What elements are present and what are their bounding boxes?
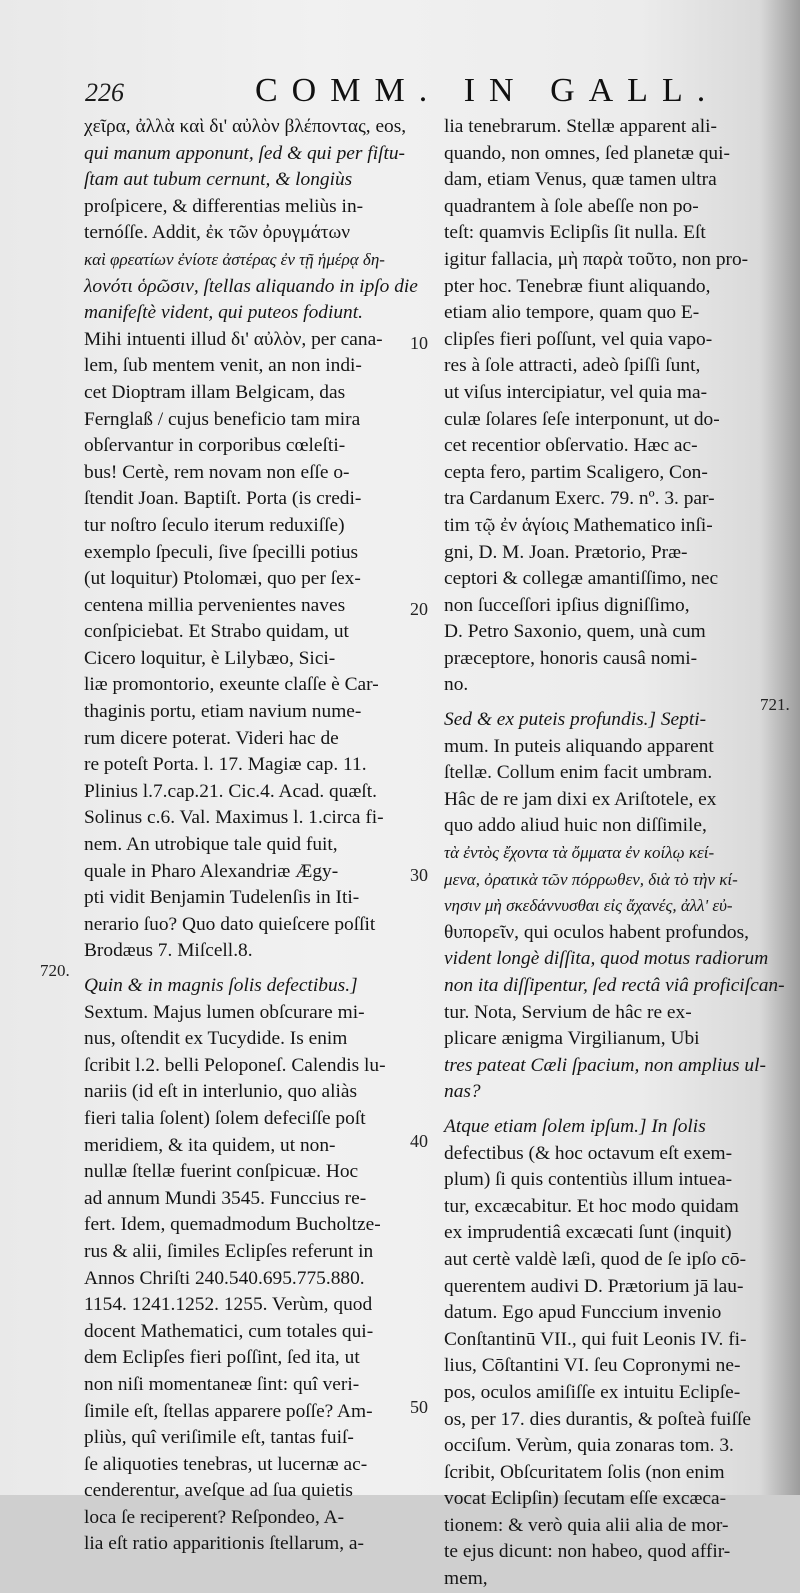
text-line: thaginis portu, etiam navium nume- (84, 701, 362, 723)
text-line: pter hoc. Tenebræ fiunt aliquando, (444, 275, 711, 297)
text-line: aut certè valdè læſi, quod de ſe ipſo cō- (444, 1248, 747, 1270)
text-line: χεῖρα, ἀλλὰ καὶ δι' αὐλὸν βλέποντας, eos, (84, 116, 407, 137)
left-column (84, 114, 418, 1558)
text-line: pos, oculos amiſiſſe ex intuitu Eclipſe- (444, 1381, 741, 1403)
text-line: 1154. 1241.1252. 1255. Verùm, quod (84, 1294, 373, 1316)
text-line: ut viſus intercipiatur, vel quia ma- (444, 381, 708, 403)
text-line: cet Dioptram illam Belgicam, das (84, 381, 346, 403)
text-line: quando, non omnes, ſed planetæ qui- (444, 142, 730, 164)
text-line: non niſi momentaneæ ſint: quî veri- (84, 1373, 360, 1395)
text-line: Solinus c.6. Val. Maximus l. 1.circa fi- (84, 807, 384, 829)
text-line: cepta fero, partim Scaligero, Con- (444, 461, 708, 483)
text-line: re poteſt Porta. l. 17. Magiæ cap. 11. (84, 754, 367, 776)
text-line: plicare ænigma Virgilianum, Ubi (444, 1028, 700, 1050)
text-line: fieri talia ſolent) ſolem defeciſſe poſt (84, 1107, 366, 1129)
text-line: ſtendit Joan. Baptiſt. Porta (is credi- (84, 488, 362, 510)
text-line: res à ſole attracti, adeò ſpiſſi ſunt, (444, 355, 701, 377)
text-line: bus! Certè, rem novam non eſſe o- (84, 461, 350, 483)
paragraph-gap (444, 1106, 766, 1114)
text-line: proſpicere, & differentias meliùs in- (84, 195, 364, 217)
text-line: τὰ ἐντὸς ἔχοντα τὰ ὄμματα ἐν κοίλῳ κεί- (444, 843, 715, 863)
text-line: os, per 17. dies durantis, & poſteà fuiſſe (444, 1408, 751, 1430)
text-line: ex imprudentiâ excæcati ſunt (inquit) (444, 1222, 732, 1244)
text-line: lia tenebrarum. Stellæ apparent ali- (444, 116, 717, 137)
text-line: querentem audivi D. Prætorium jā lau- (444, 1275, 744, 1297)
paragraph-gap (444, 699, 766, 707)
text-line: cenderentur, aveſque ad ſua quietis (84, 1480, 353, 1502)
text-line: nerario ſuo? Quo dato quieſcere poſſit (84, 913, 376, 935)
text-line: datum. Ego apud Funccium invenio (444, 1302, 722, 1324)
text-line: ſtellæ. Collum enim facit umbram. (444, 762, 713, 784)
text-line: quo addo aliud huic non diſſimile, (444, 815, 707, 837)
text-line: qui manum apponunt, ſed & qui per fiſtu- (84, 142, 406, 164)
text-line: (ut loquitur) Ptolomæi, quo per ſex- (84, 568, 361, 590)
text-line: cet recentior obſervatio. Hæc ac- (444, 435, 698, 457)
line-number-50: 50 (410, 1397, 428, 1417)
text-line: dem Eclipſes fieri poſſint, ſed ita, ut (84, 1347, 360, 1369)
running-head: COMM. IN GALL. (255, 72, 720, 109)
page-number: 226 (85, 78, 124, 107)
text-line: exemplo ſpeculi, ſive ſpecilli potius (84, 541, 359, 563)
text-line: meridiem, & ita quidem, ut non- (84, 1134, 336, 1156)
line-number-10: 10 (410, 333, 428, 353)
text-line: teſt: quamvis Eclipſis ſit nulla. Eſt (444, 222, 706, 244)
text-line: lia eſt ratio apparitionis ſtellarum, a- (84, 1533, 364, 1555)
line-number-30: 30 (410, 865, 428, 885)
text-line: vocat Eclipſin) ſecutam eſſe excæca- (444, 1488, 727, 1510)
text-line: nullæ ſtellæ fuerint conſpicuæ. Hoc (84, 1161, 359, 1183)
text-line: Hâc de re jam dixi ex Ariſtotele, ex (444, 788, 717, 810)
text-line: manifeſtè vident, qui puteos fodiunt. (84, 302, 363, 324)
text-line: ſtam aut tubum cernunt, & longiùs (84, 169, 353, 191)
text-line: Conſtantinū VII., qui fuit Leonis IV. fi- (444, 1328, 747, 1350)
text-line: obſervantur in corporibus cœleſti- (84, 435, 346, 457)
text-line: nas? (444, 1081, 481, 1103)
text-line: etiam alio tempore, quam quo E- (444, 302, 700, 324)
page-header (0, 70, 800, 120)
text-line: quale in Pharo Alexandriæ Ægy- (84, 860, 339, 882)
text-line: Annos Chriſti 240.540.695.775.880. (84, 1267, 365, 1289)
margin-note-left: 720. (40, 961, 70, 980)
text-line: docent Mathematici, cum totales qui- (84, 1320, 374, 1342)
text-line: no. (444, 674, 469, 696)
text-line: dam, etiam Venus, quæ tamen ultra (444, 169, 717, 191)
text-line: vident longè diſſita, quod motus radiorum (444, 948, 769, 970)
text-line: tur. Nota, Servium de hâc re ex- (444, 1001, 692, 1023)
text-line: tres pateat Cæli ſpacium, non amplius ul- (444, 1054, 766, 1076)
text-line: ſcribit, Obſcuritatem ſolis (non enim (444, 1461, 725, 1483)
text-line: pliùs, quî veriſimile eſt, tantas fuiſ- (84, 1427, 354, 1449)
text-line: plum) ſi quis contentiùs illum intuea- (444, 1169, 733, 1191)
text-line: Quin & in magnis ſolis defectibus.] (84, 975, 358, 996)
text-line: rus & alii, ſimiles Eclipſes referunt in (84, 1240, 374, 1262)
text-line: λονότι ὁρῶσιν, ſtellas aliquando in ipſo die (84, 275, 418, 297)
margin-note-right: 721. (760, 695, 790, 714)
line-number-40: 40 (410, 1131, 428, 1151)
text-line: non ſucceſſori ipſius digniſſimo, (444, 594, 690, 616)
text-line: tim τῷ ἐν ἁγίοις Mathematico inſi- (444, 514, 713, 536)
text-line: ternóſſe. Addit, ἐκ τῶν ὀρυγμάτων (84, 222, 351, 244)
text-line: pti vidit Benjamin Tudelenſis in Iti- (84, 887, 360, 909)
text-line: rum dicere poterat. Videri hac de (84, 727, 339, 749)
text-line: ceptori & collegæ amantiſſimo, nec (444, 568, 719, 590)
text-line: tionem: & verò quia alii alia de mor- (444, 1514, 729, 1536)
paragraph-gap (84, 965, 410, 973)
text-line: Atque etiam ſolem ipſum.] In ſolis (444, 1115, 706, 1137)
text-line: ſimile eſt, ſtellas apparere poſſe? Am- (84, 1400, 373, 1422)
text-line: quadrantem à ſole abeſſe non po- (444, 195, 699, 217)
text-line: culæ ſolares ſeſe interponunt, ut do- (444, 408, 720, 430)
text-line: D. Petro Saxonio, quem, unà cum (444, 621, 706, 643)
text-line: καὶ φρεατίων ἐνίοτε ἀστέρας ἐν τῇ ἡμέρᾳ δη- (84, 249, 385, 269)
text-line: nus, oſtendit ex Tucydide. Is enim (84, 1028, 348, 1050)
text-line: νησιν μὴ σκεδάννυσθαι εἰς ἄχανές, ἀλλ' εὐ- (444, 896, 733, 916)
text-line: Sextum. Majus lumen obſcurare mi- (84, 1001, 365, 1023)
text-line: ad annum Mundi 3545. Funccius re- (84, 1187, 367, 1209)
text-line: lem, ſub mentem venit, an non indi- (84, 355, 362, 377)
text-line: θυπορεῖν, qui oculos habent profundos, (444, 921, 749, 943)
text-line: mem, (444, 1568, 488, 1590)
text-line: lius, Cōſtantini VI. ſeu Copronymi ne- (444, 1355, 741, 1377)
text-line: ſe aliquoties tenebras, ut lucernæ ac- (84, 1453, 368, 1475)
line-number-20: 20 (410, 599, 428, 619)
text-line: gni, D. M. Joan. Prætorio, Præ- (444, 541, 688, 563)
text-line: occiſum. Verùm, quia zonaras tom. 3. (444, 1435, 734, 1457)
text-line: μενα, ὀρατικὰ τῶν πόρρωθεν, διὰ τὸ τὴν κί- (444, 869, 738, 889)
text-line: tur, excæcabitur. Et hoc modo quidam (444, 1195, 739, 1217)
text-line: centena millia pervenientes naves (84, 594, 346, 616)
text-line: Plinius l.7.cap.21. Cic.4. Acad. quæſt. (84, 780, 377, 802)
text-line: nem. An utrobique tale quid fuit, (84, 834, 338, 856)
text-line: tur noſtro ſeculo iterum reduxiſſe) (84, 514, 345, 536)
text-line: fert. Idem, quemadmodum Bucholtze- (84, 1214, 381, 1236)
text-line: Brodæus 7. Miſcell.8. (84, 940, 253, 962)
text-line: mum. In puteis aliquando apparent (444, 735, 714, 757)
text-line: Sed & ex puteis profundis.] Septi- (444, 709, 707, 731)
text-line: nariis (id eſt in interlunio, quo aliàs (84, 1081, 358, 1103)
text-line: liæ promontorio, exeunte claſſe è Car- (84, 674, 379, 696)
text-line: clipſes fieri poſſunt, vel quia vapo- (444, 328, 713, 350)
text-line: non ita diſſipentur, ſed rectâ viâ proficiſcan- (444, 975, 785, 996)
text-line: præceptore, honoris causâ nomi- (444, 647, 698, 669)
text-line: te ejus dicunt: non habeo, quod affir- (444, 1541, 731, 1563)
text-line: loca ſe reciperent? Reſpondeo, A- (84, 1506, 345, 1528)
text-line: tra Cardanum Exerc. 79. nº. 3. par- (444, 488, 715, 510)
text-line: ſcribit l.2. belli Peloponeſ. Calendis lu- (84, 1054, 386, 1076)
text-line: Fernglaß / cujus beneficio tam mira (84, 408, 361, 430)
text-line: conſpiciebat. Et Strabo quidam, ut (84, 621, 349, 643)
text-line: igitur fallacia, μὴ παρὰ τοῦτο, non pro- (444, 248, 749, 270)
text-line: Mihi intuenti illud δι' αὐλὸν, per cana- (84, 328, 383, 350)
text-line: Cicero loquitur, è Lilybæo, Sici- (84, 647, 336, 669)
text-line: defectibus (& hoc octavum eſt exem- (444, 1142, 733, 1164)
